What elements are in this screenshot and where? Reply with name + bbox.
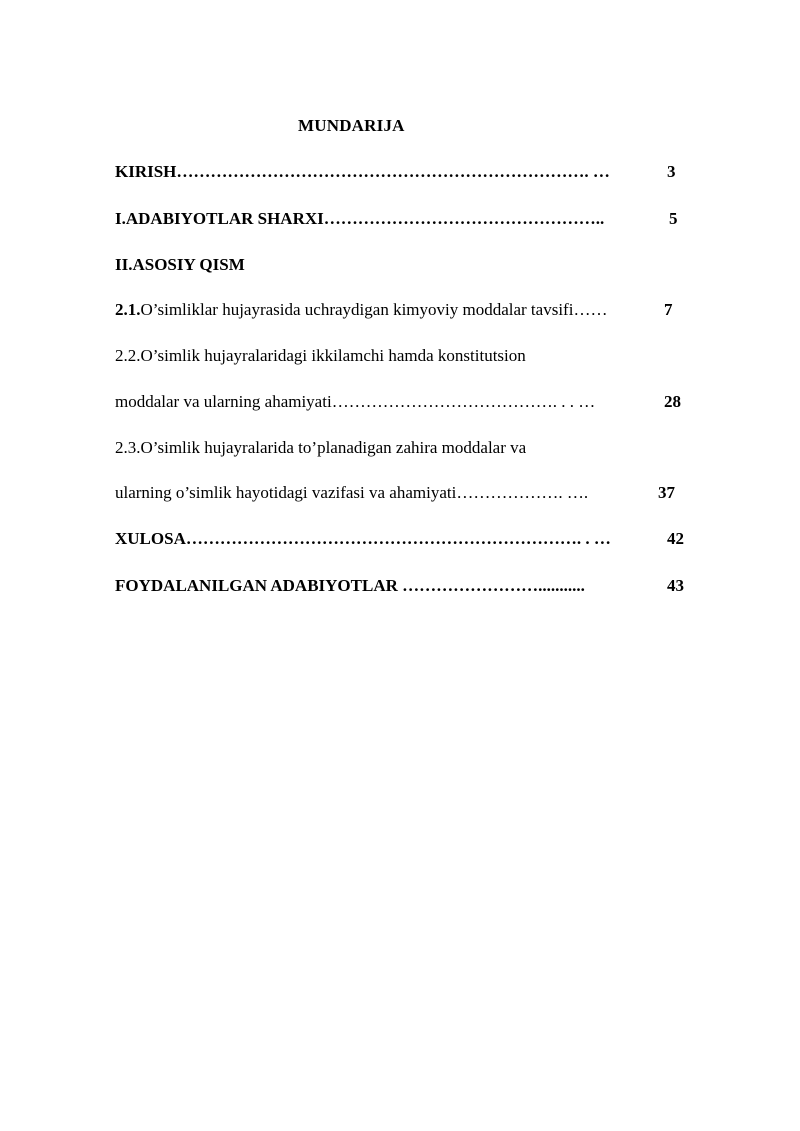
toc-dots: ………………. …. xyxy=(456,483,589,502)
toc-entry-2-2-line2 xyxy=(115,391,595,413)
toc-entry-2-2-line1: 2.2.O’simlik hujayralaridagi ikkilamchi hamda konstitutsion xyxy=(115,346,526,365)
toc-label: II.ASOSIY QISM xyxy=(115,255,245,274)
toc-entry-2-3-line2 xyxy=(115,482,588,504)
toc-label: XULOSA xyxy=(115,529,186,548)
toc-section-number: 2.1. xyxy=(115,300,141,319)
toc-page-number: 28 xyxy=(664,392,681,411)
toc-page-number: 37 xyxy=(658,483,675,502)
toc-entry-adabiyotlar-sharxi xyxy=(115,208,604,230)
toc-entry-xulosa xyxy=(115,528,611,550)
toc-entry-kirish xyxy=(115,161,610,183)
toc-dots: ………………………………………………………………. … xyxy=(176,162,610,181)
toc-page-number: 7 xyxy=(664,300,673,319)
toc-page-number: 5 xyxy=(669,209,678,228)
toc-page-number: 42 xyxy=(667,529,684,548)
toc-dots: ……………………………………………………………. . … xyxy=(185,529,611,548)
toc-label: KIRISH xyxy=(115,162,177,181)
page-title: MUNDARIJA xyxy=(298,116,405,135)
toc-page-number: 43 xyxy=(667,576,684,595)
toc-dots: ……………………........... xyxy=(397,576,585,595)
toc-entry-2-3-line1: 2.3.O’simlik hujayralarida to’planadigan zahira moddalar va xyxy=(115,438,527,457)
toc-entry-asosiy-qism xyxy=(115,254,245,276)
toc-label: O’simliklar hujayrasida uchraydigan kimyoviy moddalar tavsifi xyxy=(140,300,574,319)
toc-dots: ………………………………………….. xyxy=(323,209,605,228)
toc-page-number: 3 xyxy=(667,162,676,181)
toc-label: I.ADABIYOTLAR SHARXI xyxy=(115,209,324,228)
toc-label: moddalar va ularning ahamiyati xyxy=(115,392,332,411)
toc-dots: …… xyxy=(573,300,608,319)
toc-entry-2-1 xyxy=(115,299,607,321)
toc-label: ularning o’simlik hayotidagi vazifasi va ahamiyati xyxy=(115,483,457,502)
toc-entry-foydalanilgan-adabiyotlar xyxy=(115,575,585,597)
toc-dots: …………………………………. . . … xyxy=(331,392,596,411)
toc-label: FOYDALANILGAN ADABIYOTLAR xyxy=(115,576,398,595)
